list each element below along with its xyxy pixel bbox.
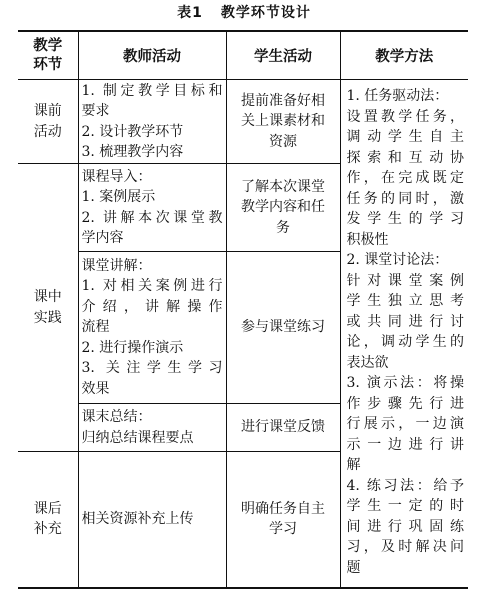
cell-text-line: 关上课素材和 bbox=[241, 113, 325, 130]
cell-text-line: 4. 练习法：给予 bbox=[346, 477, 464, 494]
header-student: 学生活动 bbox=[226, 31, 340, 80]
cell-text-line: 2. 讲解本次课堂教 bbox=[81, 209, 223, 226]
table-row bbox=[18, 80, 468, 164]
cell-text-line: 调动学生自主 bbox=[346, 129, 464, 145]
cell-text-line: 课堂讲解： bbox=[81, 257, 152, 274]
cell-text-line: 务 bbox=[276, 219, 290, 236]
student-cell bbox=[226, 404, 340, 452]
cell-text-line: 作步骤先行进 bbox=[346, 395, 464, 412]
cell-text-line: 资源 bbox=[269, 133, 297, 150]
stage-cell: 课后 补充 bbox=[18, 452, 78, 588]
cell-text-line: 1. 任务驱动法： bbox=[346, 88, 449, 104]
cell-text-line: 要求 bbox=[81, 103, 110, 119]
cell-text-line: 了解本次课堂 bbox=[241, 178, 325, 195]
table-caption bbox=[0, 2, 488, 22]
cell-text-line: 1. 对相关案例进行 bbox=[81, 278, 223, 295]
cell-text-line: 3. 关注学生学习 bbox=[81, 360, 223, 377]
student-cell bbox=[226, 80, 340, 164]
student-cell bbox=[226, 452, 340, 588]
teacher-cell bbox=[78, 404, 226, 452]
cell-text-line: 3. 演示法：将操 bbox=[346, 375, 464, 391]
cell-text-line: 流程 bbox=[81, 319, 110, 336]
method-cell bbox=[340, 80, 468, 588]
cell-text-line: 行展示，一边演 bbox=[346, 416, 464, 432]
cell-text-line: 解 bbox=[346, 457, 361, 473]
header-teacher: 教师活动 bbox=[78, 31, 226, 80]
cell-text-line: 明确任务自主 bbox=[241, 500, 325, 517]
cell-text-line: 相关资源补充上传 bbox=[81, 511, 194, 527]
teacher-cell bbox=[78, 252, 226, 404]
cell-text-line: 学内容 bbox=[81, 230, 124, 246]
cell-text-line: 习，及时解决问 bbox=[346, 539, 464, 555]
cell-text-line: 作，在完成既定 bbox=[346, 170, 464, 186]
teacher-cell bbox=[78, 164, 226, 252]
student-cell bbox=[226, 252, 340, 404]
cell-text-line: 课程导入： bbox=[81, 168, 152, 185]
cell-text-line: 2. 进行操作演示 bbox=[81, 339, 184, 356]
cell-text-line: 1. 案例展示 bbox=[81, 189, 156, 205]
cell-text-line: 表达欲 bbox=[346, 354, 389, 371]
caption-title: 教学环节设计 bbox=[220, 5, 311, 21]
cell-text-line: 题 bbox=[346, 559, 361, 576]
student-cell bbox=[226, 164, 340, 252]
cell-text-line: 设置教学任务， bbox=[346, 108, 464, 125]
stage-cell: 课前 活动 bbox=[18, 80, 78, 164]
cell-text-line: 进行课堂反馈 bbox=[241, 419, 325, 436]
cell-text-line: 或共同进行讨 bbox=[346, 313, 464, 330]
cell-text-line: 示一边进行讲 bbox=[346, 436, 464, 453]
cell-text-line: 学生独立思考 bbox=[346, 293, 464, 309]
cell-text-line: 提前准备好相 bbox=[241, 92, 325, 109]
cell-text-line: 积极性 bbox=[346, 231, 389, 248]
lesson-design-table bbox=[18, 30, 468, 589]
cell-text-line: 1. 制定教学目标和 bbox=[81, 82, 223, 99]
caption-number: 表1 bbox=[177, 5, 203, 21]
cell-text-line: 学习 bbox=[269, 521, 297, 538]
header-row bbox=[18, 31, 468, 80]
cell-text-line: 学生一定的时 bbox=[346, 498, 464, 514]
cell-text-line: 效果 bbox=[81, 380, 110, 397]
teacher-cell bbox=[78, 452, 226, 588]
header-method: 教学方法 bbox=[340, 31, 468, 80]
header-stage: 教学 环节 bbox=[18, 31, 78, 80]
cell-text-line: 2. 设计教学环节 bbox=[81, 123, 184, 140]
cell-text-line: 论，调动学生的 bbox=[346, 334, 464, 350]
cell-text-line: 参与课堂练习 bbox=[241, 319, 325, 336]
cell-text-line: 介绍，讲解操作 bbox=[81, 298, 223, 315]
cell-text-line: 任务的同时，激 bbox=[346, 190, 464, 207]
cell-text-line: 间进行巩固练 bbox=[346, 518, 464, 535]
teacher-cell bbox=[78, 80, 226, 164]
cell-text-line: 探索和互动协 bbox=[346, 149, 464, 166]
cell-text-line: 2. 课堂讨论法： bbox=[346, 252, 449, 268]
cell-text-line: 针对课堂案例 bbox=[346, 272, 464, 289]
cell-text-line: 教学内容和任 bbox=[241, 199, 325, 216]
cell-text-line: 发学生的学习 bbox=[346, 211, 464, 227]
cell-text-line: 归纳总结课程要点 bbox=[81, 429, 194, 446]
cell-text-line: 课末总结： bbox=[81, 409, 152, 425]
cell-text-line: 3. 梳理教学内容 bbox=[81, 144, 184, 160]
stage-cell: 课中 实践 bbox=[18, 164, 78, 452]
